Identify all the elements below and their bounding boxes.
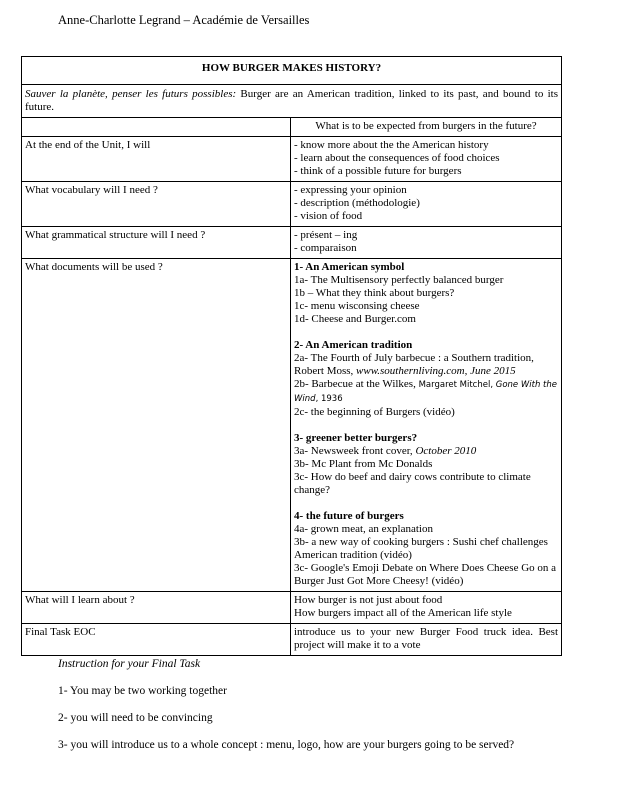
final-task-label: Final Task EOC bbox=[22, 624, 291, 656]
list-item: - présent – ing bbox=[294, 229, 358, 241]
list-item: - vision of food bbox=[294, 210, 363, 222]
document-group-1 bbox=[294, 261, 558, 326]
list-item: - expressing your opinion bbox=[294, 184, 407, 196]
group-title: 4- the future of burgers bbox=[294, 510, 404, 522]
unit-title: HOW BURGER MAKES HISTORY? bbox=[22, 57, 562, 85]
author-header: Anne-Charlotte Legrand – Académie de Versailles bbox=[58, 13, 310, 27]
intro-lead: Sauver la planète, penser les futurs possibles: bbox=[25, 88, 237, 100]
learn-row bbox=[22, 592, 562, 624]
group-title: 1- An American symbol bbox=[294, 261, 405, 273]
list-item: - description (méthodologie) bbox=[294, 197, 420, 209]
intro-text: Burger are an American tradition, linked to its past, and bound to its future. bbox=[25, 88, 558, 113]
list-item: - think of a possible future for burgers bbox=[294, 165, 462, 177]
document-group-3 bbox=[294, 432, 558, 497]
list-item: 1a- The Multisensory perfectly balanced burger bbox=[294, 274, 504, 286]
vocabulary-list bbox=[291, 182, 562, 227]
list-item: 2a- The Fourth of July barbecue : a Southern tradition, Robert Moss, www.southernliving.com, June 2015 bbox=[294, 352, 534, 377]
vocabulary-row bbox=[22, 182, 562, 227]
list-item: 2c- the beginning of Burgers (vidéo) bbox=[294, 406, 455, 418]
objectives-row bbox=[22, 137, 562, 182]
documents-row bbox=[22, 259, 562, 592]
instruction-item: 2- you will need to be convincing bbox=[58, 712, 213, 724]
column-header: What is to be expected from burgers in the future? bbox=[291, 118, 562, 137]
instruction-item: 1- You may be two working together bbox=[58, 685, 227, 697]
final-task-text: introduce us to your new Burger Food truck idea. Best project will make it to a vote bbox=[291, 624, 562, 656]
list-item: 3a- Newsweek front cover, October 2010 bbox=[294, 445, 477, 457]
title-row bbox=[22, 57, 562, 85]
column-header-row bbox=[22, 118, 562, 137]
final-task-instructions bbox=[58, 658, 514, 766]
objectives-label: At the end of the Unit, I will bbox=[22, 137, 291, 182]
list-item: - comparaison bbox=[294, 242, 357, 254]
list-item: 2b- Barbecue at the Wilkes, Margaret Mitchel, Gone With the Wind, 1936 bbox=[294, 378, 557, 404]
list-item: 3b- Mc Plant from Mc Donalds bbox=[294, 458, 433, 470]
grammar-list bbox=[291, 227, 562, 259]
list-item: 1c- menu wisconsing cheese bbox=[294, 300, 420, 312]
document-group-2 bbox=[294, 339, 558, 419]
intro-row bbox=[22, 85, 562, 118]
instruction-item: 3- you will introduce us to a whole concept : menu, logo, how are your burgers going to be served? bbox=[58, 739, 515, 751]
instructions-title: Instruction for your Final Task bbox=[58, 658, 201, 670]
vocabulary-label: What vocabulary will I need ? bbox=[22, 182, 291, 227]
list-item: 3c- Google's Emoji Debate on Where Does Cheese Go on a Burger Just Got More Cheesy! (vidéo) bbox=[294, 562, 557, 587]
document-group-4 bbox=[294, 510, 558, 588]
list-item: 4a- grown meat, an explanation bbox=[294, 523, 433, 535]
empty-header-cell bbox=[22, 118, 291, 137]
list-item: 1b – What they think about burgers? bbox=[294, 287, 455, 299]
list-item: - know more about the the American history bbox=[294, 139, 489, 151]
learn-label: What will I learn about ? bbox=[22, 592, 291, 624]
list-item: - learn about the consequences of food choices bbox=[294, 152, 500, 164]
list-item: 3b- a new way of cooking burgers : Sushi chef challenges American tradition (vidéo) bbox=[294, 536, 548, 561]
list-item: 3c- How do beef and dairy cows contribute to climate change? bbox=[294, 471, 531, 496]
list-item: 1d- Cheese and Burger.com bbox=[294, 313, 416, 325]
list-item: How burger is not just about food bbox=[294, 594, 443, 606]
final-task-row bbox=[22, 624, 562, 656]
grammar-label: What grammatical structure will I need ? bbox=[22, 227, 291, 259]
group-title: 3- greener better burgers? bbox=[294, 432, 418, 444]
list-item: How burgers impact all of the American life style bbox=[294, 607, 512, 619]
documents-label: What documents will be used ? bbox=[22, 259, 291, 592]
group-title: 2- An American tradition bbox=[294, 339, 413, 351]
objectives-list bbox=[291, 137, 562, 182]
unit-plan-table bbox=[21, 56, 562, 656]
documents-list bbox=[291, 259, 562, 592]
grammar-row bbox=[22, 227, 562, 259]
unit-intro bbox=[22, 85, 562, 118]
learn-list bbox=[291, 592, 562, 624]
